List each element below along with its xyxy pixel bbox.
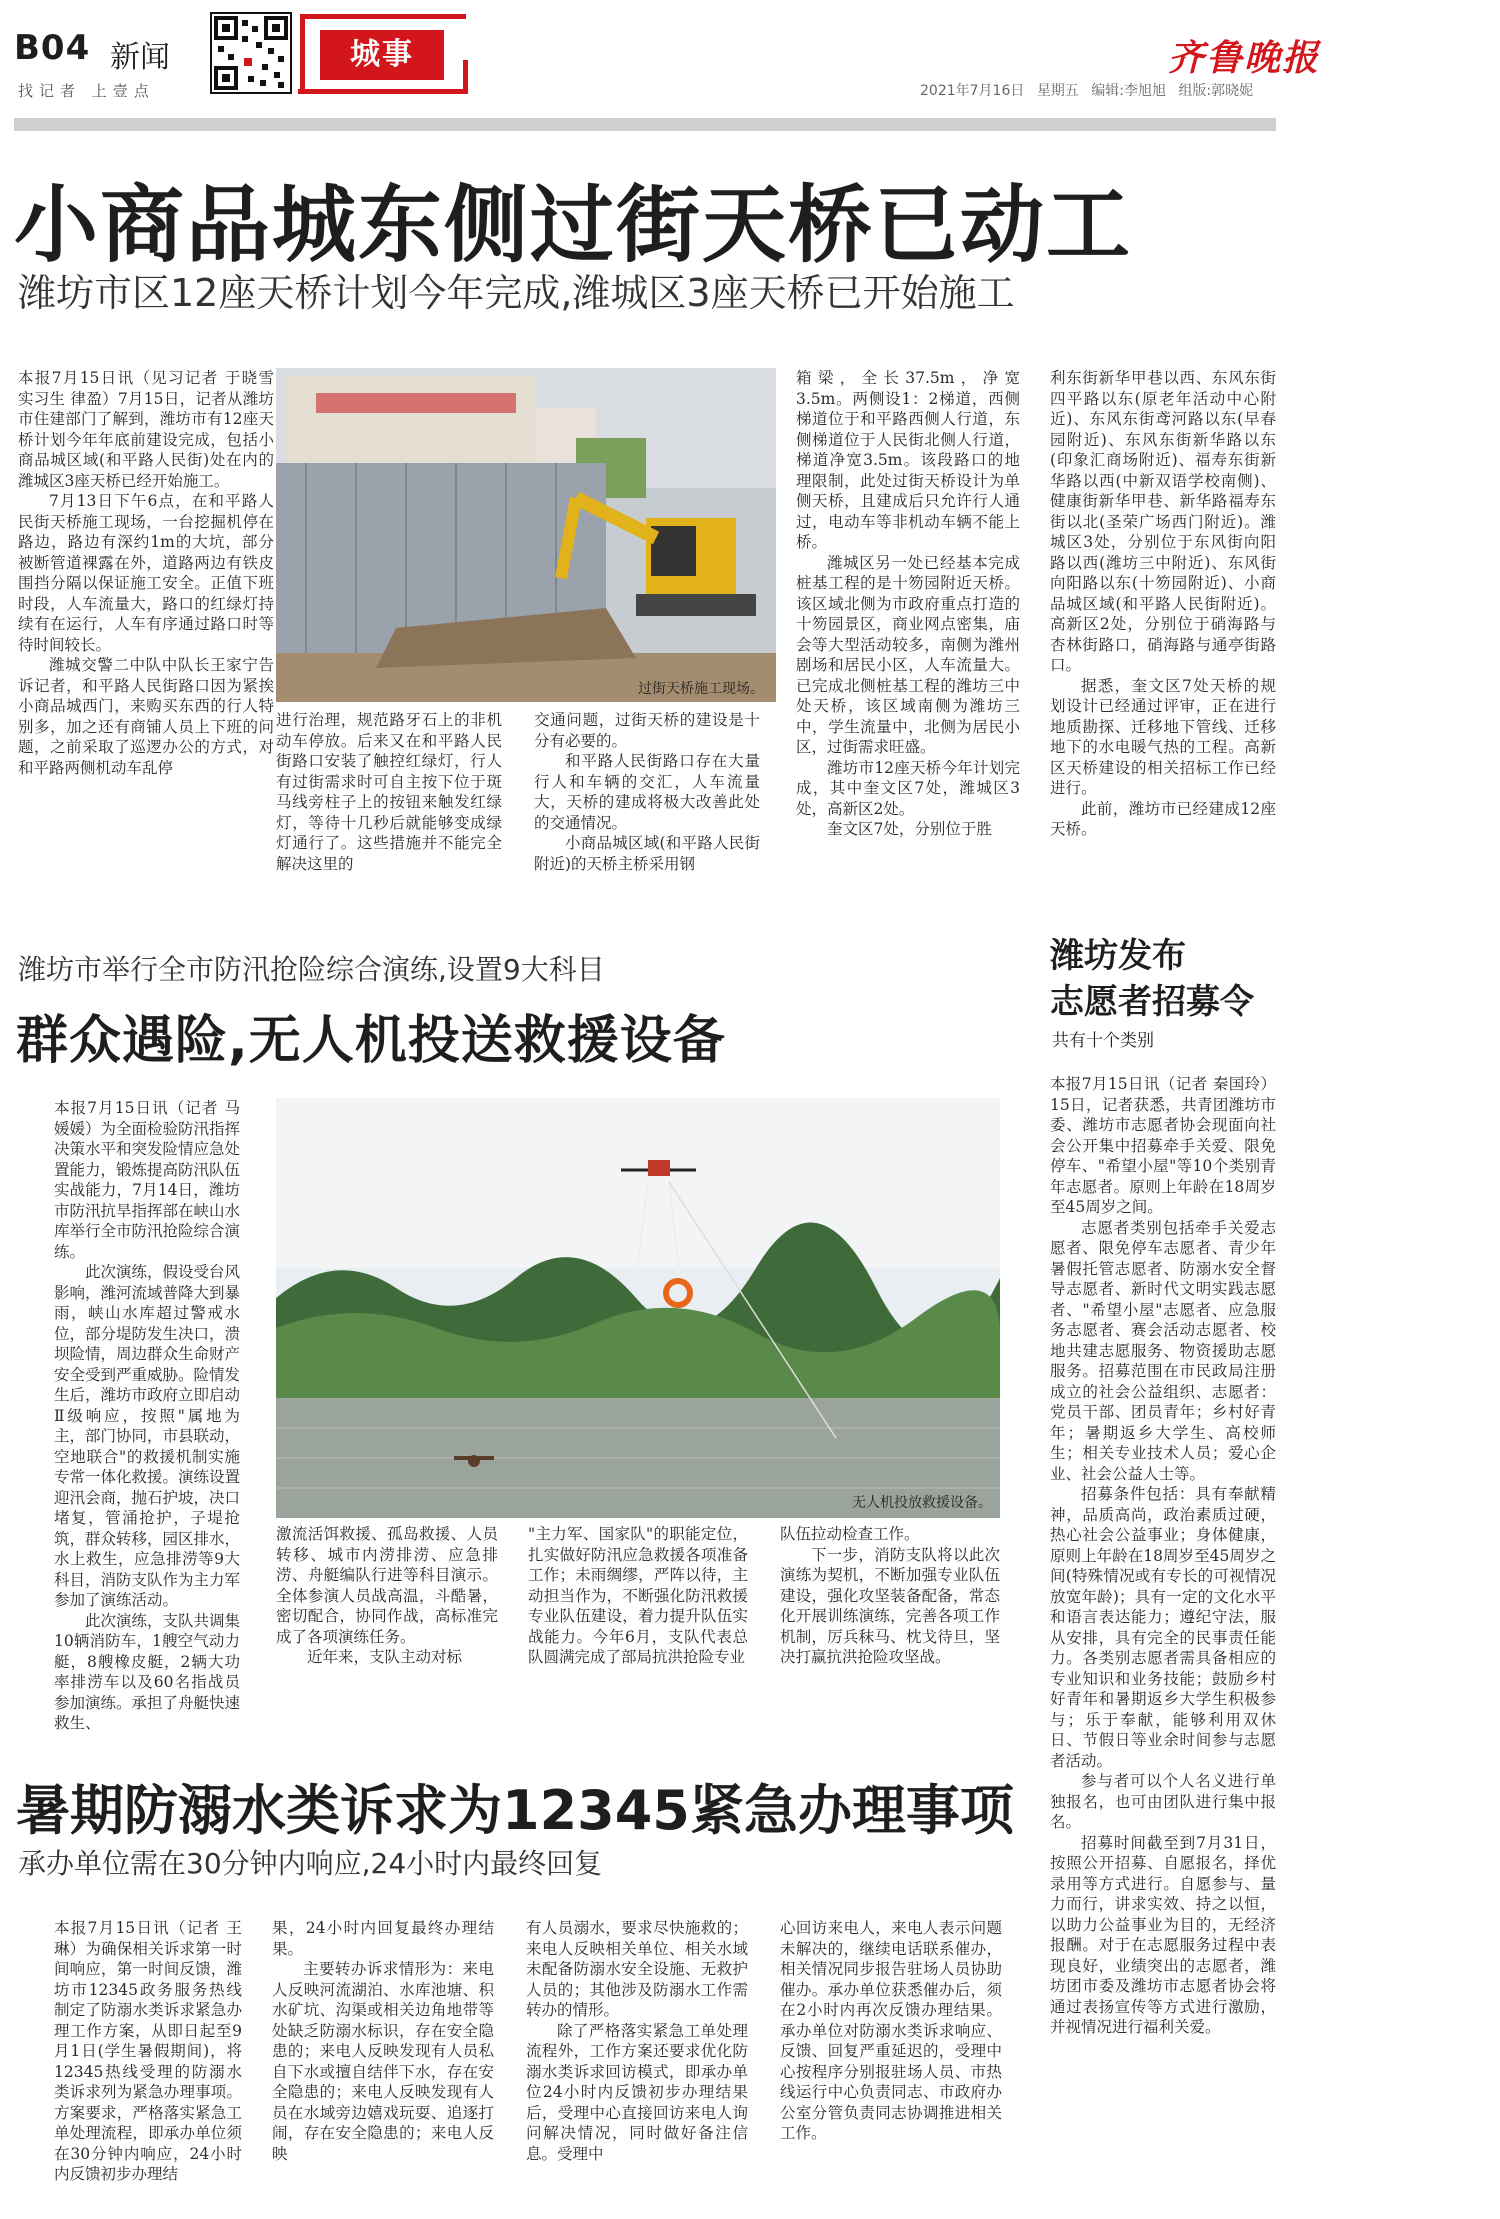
paragraph: 近年来，支队主动对标 (307, 1648, 463, 1666)
paragraph: 交通问题，过街天桥的建设是十分有必要的。 (534, 711, 760, 750)
article3-subtitle: 承办单位需在30分钟内响应,24小时内最终回复 (18, 1847, 603, 1880)
paragraph: 下一步，消防支队将以此次演练为契机，不断加强专业队伍建设，强化攻坚装备配备，常态化开展训练演练，完善各项工作机制，厉兵秣马、枕戈待旦，坚决打赢抗洪抢险攻坚战。 (780, 1545, 1000, 1666)
issue-meta (920, 80, 1253, 100)
article3-column-2 (272, 1918, 494, 2208)
paragraph: 本报7月15日讯（记者 王琳）为确保相关诉求第一时间响应，第一时间反馈，潍坊市12345政务服务热线制定了防溺水类诉求紧急办理工作方案，从即日起至9月1日(学生暑假期间)，将12345热线受理的防溺水类诉求列为紧急办理事项。方案要求，严格落实紧急工单处理流程，即承办单位须在30分钟内响应，24小时内反馈初步办理结 (54, 1919, 242, 2183)
paragraph: 志愿者类别包括牵手关爱志愿者、限免停车志愿者、青少年暑假托管志愿者、防溺水安全督导志愿者、新时代文明实践志愿者、"希望小屋"志愿者、应急服务志愿者、赛会活动志愿者、校地共建志愿服务、物资援助志愿服务。招募范围在市民政局注册成立的社会公益组织、志愿者：党员干部、团员青年；乡村好青年；暑期返乡大学生、高校师生；相关专业技术人员；爱心企业、社会公益人士等。 (1050, 1218, 1276, 1483)
paragraph: 据悉，奎文区7处天桥的规划设计已经通过评审，正在进行地质勘探、迁移地下管线、迁移地下的水电暖气热的工程。高新区天桥建设的相关招标工作已经进行。 (1050, 676, 1276, 797)
drone-rescue-photo (276, 1098, 1000, 1518)
paragraph: 本报7月15日讯（记者 马媛媛）为全面检验防汛指挥决策水平和突发险情应急处置能力，锻炼提高防汛队伍实战能力，7月14日，潍坊市防汛抗旱指挥部在峡山水库举行全市防汛抢险综合演练。 (54, 1099, 241, 1261)
sidebar-title-line-1: 潍坊发布 (1050, 936, 1186, 976)
paragraph: 参与者可以个人名义进行单独报名，也可由团队进行集中报名。 (1050, 1772, 1276, 1831)
paragraph: 小商品城区域(和平路人民街附近)的天桥主桥采用钢 (534, 834, 760, 873)
article3-column-1 (54, 1918, 242, 2208)
article2-column-1 (54, 1098, 241, 1732)
paragraph: 进行治理，规范路牙石上的非机动车停放。后来又在和平路人民街路口安装了触控红绿灯，行人有过街需求时可自主按下位于斑马线旁柱子上的按钮来触发红绿灯，等待十几秒后就能够变成绿灯通行了。这些措施并不能完全解决这里的 (276, 711, 502, 873)
paragraph: 果，24小时内回复最终办理结果。 (272, 1919, 494, 1958)
paragraph: 除了严格落实紧急工单处理流程外，工作方案还要求优化防溺水类诉求回访模式，即承办单位24小时内反馈初步办理结果后，受理中心直接回访来电人询问解决情况，同时做好备注信息。受理中 (526, 2021, 748, 2163)
article1-column-1 (18, 368, 274, 888)
paragraph: 本报7月15日讯（记者 秦国玲）15日，记者获悉，共青团潍坊市委、潍坊市志愿者协会现面向社会公开集中招募牵手关爱、限免停车、"希望小屋"等10个类别青年志愿者。原则上年龄在18周岁至45周岁之间。 (1050, 1075, 1276, 1216)
paragraph: 此前，潍坊市已经建成12座天桥。 (1050, 799, 1276, 838)
article1-column-2 (276, 710, 502, 888)
issue-editor: 编辑:李旭旭 (1091, 83, 1166, 99)
paragraph: 主要转办诉求情形为：来电人反映河流湖泊、水库池塘、积水矿坑、沟渠或相关边角地带等处缺乏防溺水标识，存在安全隐患的；来电人反映发现有人员私自下水或擅自结伴下水，存在安全隐患的；来电人反映发现有人员在水域旁边嬉戏玩耍、追逐打闹，存在安全隐患的；来电人反映 (272, 1960, 494, 2163)
sidebar-body (1050, 1074, 1276, 2210)
article3-column-3 (526, 1918, 748, 2208)
article1-column-4 (796, 368, 1020, 888)
article2-photo-caption: 无人机投放救援设备。 (852, 1495, 992, 1511)
sidebar-title (1050, 933, 1254, 1025)
article1-title: 小商品城东侧过街天桥已动工 (14, 176, 1133, 274)
paragraph: 潍城交警二中队中队长王家宁告诉记者，和平路人民街路口因为紧挨小商品城西门，来购买东西的行人特别多，加之还有商铺人员上下班的问题，之前采取了巡逻办公的方式，对和平路两侧机动车乱停 (18, 656, 274, 777)
article2-column-2 (276, 1524, 498, 1724)
article2-column-3 (528, 1524, 748, 1724)
paragraph: 有人员溺水，要求尽快施救的；来电人反映相关单位、相关水域未配备防溺水安全设施、无救护人员的；其他涉及防溺水工作需转办的情形。 (526, 1919, 748, 2019)
article1-photo-caption: 过街天桥施工现场。 (638, 681, 764, 697)
qr-code-icon[interactable] (210, 12, 292, 94)
article1-column-3 (534, 710, 760, 888)
newspaper-logo: 齐鲁晚报 (1168, 37, 1321, 79)
issue-date: 2021年7月16日 (920, 83, 1025, 99)
paragraph: 心回访来电人，来电人表示问题未解决的，继续电话联系催办，相关情况同步报告驻场人员协助催办。承办单位获悉催办后，须在2小时内再次反馈办理结果。承办单位对防溺水类诉求响应、反馈、回复严重延迟的，受理中心按程序分别报驻场人员、市热线运行中心负责同志、市政府办公室分管负责同志协调推进相关工作。 (780, 1919, 1002, 2142)
header-divider (14, 118, 1276, 131)
section-name: 新闻 (110, 40, 170, 75)
page-number: B04 (14, 28, 91, 68)
paragraph: 队伍拉动检查工作。 (780, 1525, 920, 1543)
paragraph: 和平路人民街路口存在大量行人和车辆的交汇，人车流量大，天桥的建成将极大改善此处的交通情况。 (534, 752, 760, 832)
paragraph: 招募条件包括：具有奉献精神，品质高尚，政治素质过硬，热心社会公益事业；身体健康，原则上年龄在18周岁至45周岁之间(特殊情况或有专长的可视情况放宽年龄)；具有一定的文化水平和语言表达能力；遵纪守法，服从安排，具有完全的民事责任能力。各类别志愿者需具备相应的专业知识和业务技能；鼓励乡村好青年和暑期返乡大学生积极参与；乐于奉献，能够利用双休日、节假日等业余时间参与志愿者活动。 (1050, 1485, 1276, 1770)
paragraph: 本报7月15日讯（见习记者 于晓雪 实习生 律盈）7月15日，记者从潍坊市住建部门了解到，潍坊市有12座天桥计划今年年底前建设完成，包括小商品城区域(和平路人民街)处在内的潍城区3座天桥已经开始施工。 (18, 369, 274, 490)
issue-weekday: 星期五 (1036, 83, 1079, 99)
paragraph: "主力军、国家队"的职能定位，扎实做好防汛应急救援各项准备工作；未雨绸缪，严阵以待，主动担当作为，不断强化防汛救援专业队伍建设，着力提升队伍实战能力。今年6月，支队代表总队圆满完成了部局抗洪抢险专业 (528, 1525, 748, 1666)
paragraph: 潍坊市12座天桥今年计划完成，其中奎文区7处，潍城区3处，高新区2处。 (796, 758, 1020, 818)
paragraph: 此次演练，支队共调集10辆消防车，1艘空气动力艇，8艘橡皮艇，2辆大功率排涝车以及60名指战员参加演练。承担了舟艇快速救生、 (54, 1611, 241, 1732)
paragraph: 潍城区另一处已经基本完成桩基工程的是十笏园附近天桥。该区域北侧为市政府重点打造的十笏园景区，商业网点密集，庙会等大型活动较多，南侧为潍州剧场和居民小区，人车流量大。已完成北侧桩基工程的潍坊三中处天桥，该区域南侧为潍坊三中，学生流量中，北侧为居民小区，过街需求旺盛。 (796, 553, 1020, 756)
article1-subtitle: 潍坊市区12座天桥计划今年完成,潍城区3座天桥已开始施工 (18, 271, 1015, 315)
paragraph: 招募时间截至到7月31日，按照公开招募、自愿报名，择优录用等方式进行。自愿参与、量力而行，讲求实效、持之以恒，以助力公益事业为目的，无经济报酬。对于在志愿服务过程中表现良好，业绩突出的志愿者，潍坊团市委及潍坊市志愿者协会将通过表扬宣传等方式进行激励，并视情况进行福利关爱。 (1050, 1833, 1276, 2036)
sidebar-subtitle: 共有十个类别 (1052, 1031, 1154, 1051)
section-tag: 城事 (320, 30, 444, 80)
paragraph: 箱梁，全长37.5m，净宽3.5m。两侧设1：2梯道，西侧梯道位于和平路西侧人行道，东侧梯道位于人民街北侧人行道，梯道净宽3.5m。该段路口的地理限制，此处过街天桥设计为单侧天桥，且建成后只允许行人通过，电动车等非机动车辆不能上桥。 (796, 369, 1020, 551)
paragraph: 激流活饵救援、孤岛救援、人员转移、城市内涝排涝、应急排涝、舟艇编队行进等科目演示。全体参演人员战高温，斗酷暑，密切配合，协同作战，高标准完成了各项演练任务。 (276, 1525, 498, 1646)
article2-title: 群众遇险,无人机投送救援设备 (16, 1011, 726, 1071)
paragraph: 此次演练，假设受台风影响，潍河流域普降大到暴雨，峡山水库超过警戒水位，部分堤防发生决口，溃坝险情，周边群众生命财产安全受到严重威胁。险情发生后，潍坊市政府立即启动Ⅱ级响应，按照"属地为主，部门协同，市县联动，空地联合"的救援机制实施专常一体化救援。演练设置迎汛会商，抛石护坡，决口堵复，管涌抢护，子堤抢筑，群众转移，园区排水，水上救生，应急排涝等9大科目，消防支队作为主力军参加了演练活动。 (54, 1263, 241, 1609)
article1-column-5 (1050, 368, 1276, 888)
bridge-construction-photo (276, 368, 776, 702)
article3-column-4 (780, 1918, 1002, 2208)
sidebar-title-line-2: 志愿者招募令 (1050, 982, 1254, 1022)
article2-column-4 (780, 1524, 1000, 1724)
paragraph: 利东街新华甲巷以西、东风东街四平路以东(原老年活动中心附近)、东风东街鸢河路以东(早春园附近)、东风东街新华路以东(印象汇商场附近)、福寿东街新华路以西(中新双语学校南侧)、健康街新华甲巷、新华路福寿东街以北(圣荣广场西门附近)。潍城区3处，分别位于东风街向阳路以西(潍坊三中附近)、东风街向阳路以东(十笏园附近)、小商品城区域(和平路人民街附近)。高新区2处，分别位于硝海路与杏林街路口，硝海路与通亭街路口。 (1050, 369, 1276, 674)
header-slogan: 找记者 上壹点 (18, 82, 155, 100)
article2-kicker: 潍坊市举行全市防汛抢险综合演练,设置9大科目 (18, 953, 605, 986)
paragraph: 7月13日下午6点，在和平路人民街天桥施工现场，一台挖掘机停在路边，路边有深约1m的大坑，部分被断管道裸露在外，道路两边有铁皮围挡分隔以保证施工安全。正值下班时段，人车流量大，路口的红绿灯持续有在运行，人车有序通过路口时等待时间较长。 (18, 492, 274, 654)
paragraph: 奎文区7处，分别位于胜 (827, 820, 992, 838)
article3-title: 暑期防溺水类诉求为12345紧急办理事项 (16, 1779, 1014, 1842)
issue-designer: 组版:郭晓妮 (1178, 83, 1254, 99)
